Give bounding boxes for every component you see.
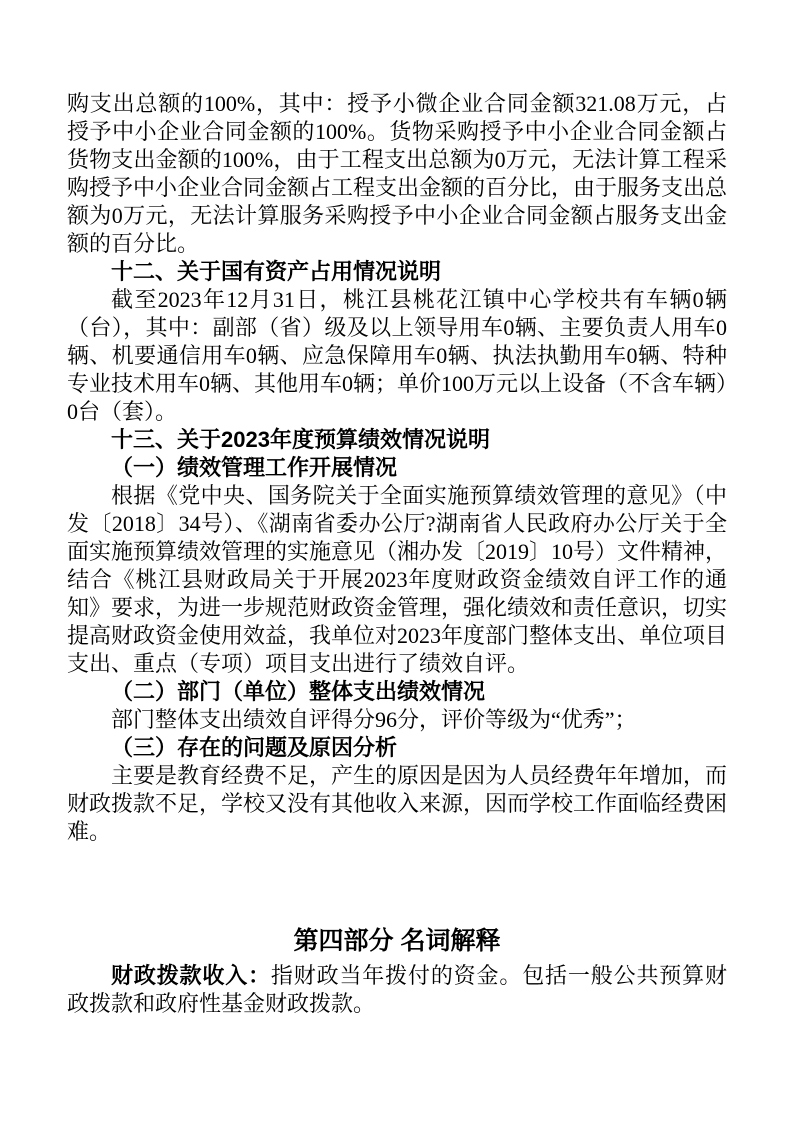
- paragraph-procurement-continuation: 购支出总额的100%，其中：授予小微企业合同金额321.08万元，占授予中小企业合同金额的100%。货物采购授予中小企业合同金额占货物支出金额的100%，由于工程支出总额为0万元，无法计算工程采购授予中小企业合同金额占工程支出金额的百分比，由于服务支出总额为0万元，无法计算服务采购授予中小企业合同金额占服务支出金额的百分比。: [67, 91, 728, 256]
- term-label: 财政拨款收入：: [111, 963, 271, 988]
- term-definition-text: 指财政当年拨付的资金。包括一般公共预算财政拨款和政府性基金财政拨款。: [67, 963, 727, 1016]
- term-definition-fiscal-appropriation: [67, 962, 727, 1018]
- paragraph-overall-expenditure-score: 部门整体支出绩效自评得分96分，评价等级为“优秀”；: [111, 707, 637, 732]
- heading-section-13-sub1: （一）绩效管理工作开展情况: [111, 455, 398, 480]
- paragraph-problems-analysis: 主要是教育经费不足，产生的原因是因为人员经费年年增加，而财政拨款不足，学校又没有其他收入来源，因而学校工作面临经费困难。: [67, 763, 728, 844]
- paragraph-performance-management: 根据《党中央、国务院关于全面实施预算绩效管理的意见》（中发〔2018〕34号）、《湖南省委办公厅?湖南省人民政府办公厅关于全面实施预算绩效管理的实施意见（湘办发〔2019〕10号）文件精神，结合《桃江县财政局关于开展2023年度财政资金绩效自评工作的通知》要求，为进一步规范财政资金管理，强化绩效和责任意识，切实提高财政资金使用效益，我单位对2023年度部门整体支出、单位项目支出、重点（专项）项目支出进行了绩效自评。: [67, 483, 728, 676]
- heading-section-12: 十二、关于国有资产占用情况说明: [111, 259, 442, 284]
- part4-title: 第四部分 名词解释: [293, 927, 501, 955]
- heading-section-13-sub2: （二）部门（单位）整体支出绩效情况: [111, 679, 486, 704]
- heading-section-13: 十三、关于2023年度预算绩效情况说明: [111, 427, 490, 452]
- paragraph-state-assets: 截至2023年12月31日，桃江县桃花江镇中心学校共有车辆0辆（台），其中：副部（省）级及以上领导用车0辆、主要负责人用车0辆、机要通信用车0辆、应急保障用车0辆、执法执勤用车0辆、特种专业技术用车0辆、其他用车0辆；单价100万元以上设备（不含车辆）0台（套）。: [67, 287, 728, 424]
- document-page: [67, 0, 727, 1018]
- heading-section-13-sub3: （三）存在的问题及原因分析: [111, 735, 398, 760]
